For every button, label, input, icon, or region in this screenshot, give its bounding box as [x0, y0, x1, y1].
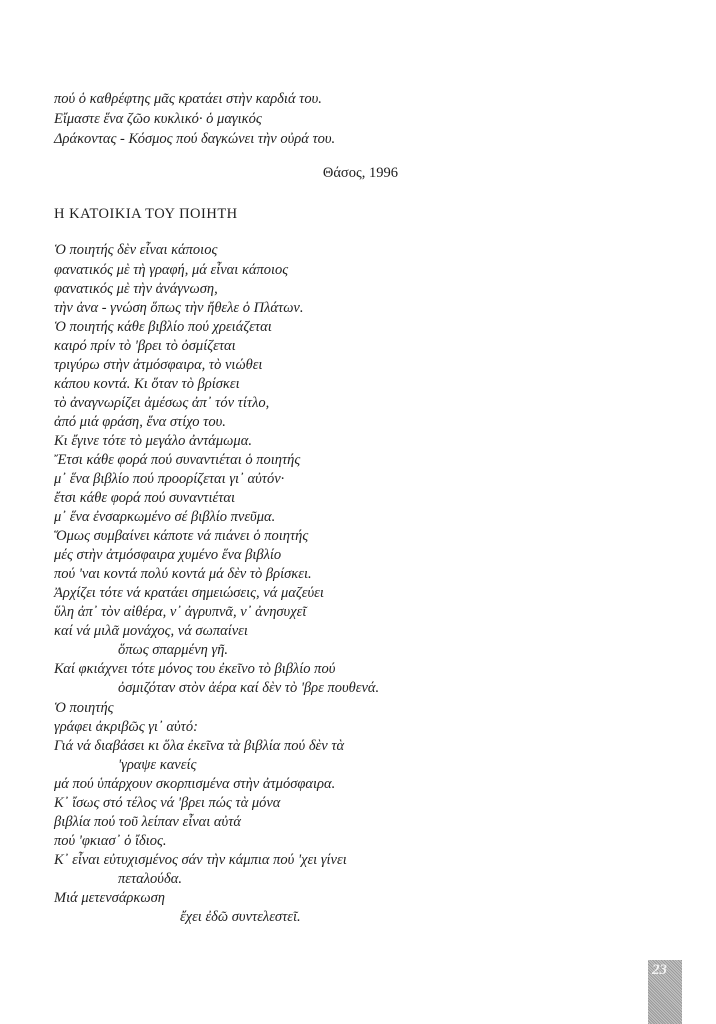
poem-line: Ὁ ποιητής: [54, 700, 114, 716]
poem-line: πού 'φκιασ᾿ ὁ ἴδιος.: [54, 833, 167, 849]
poem-line-indented: ὅπως σπαρμένη γῆ.: [118, 642, 229, 658]
poem-line: φανατικός μὲ τὴ γραφή, μά εἶναι κάποιος: [54, 262, 289, 278]
poem-line: Κ᾿ εἶναι εὐτυχισμένος σάν τὴν κάμπια πού 'χει γίνει: [54, 852, 347, 868]
poem-line: φανατικός μὲ τὴν ἀνάγνωση,: [54, 281, 218, 297]
prev-poem-line: Εἴμαστε ἕνα ζῶο κυκλικό· ὁ μαγικός: [54, 111, 262, 127]
poem-line-indented: πεταλούδα.: [118, 871, 182, 887]
poem-line: μ᾿ ἕνα ἐνσαρκωμένο σέ βιβλίο πνεῦμα.: [54, 509, 276, 525]
poem-line: μές στὴν ἀτμόσφαιρα χυμένο ἕνα βιβλίο: [54, 547, 282, 563]
poem-line: γράφει ἀκριβῶς γι᾿ αὐτό:: [54, 719, 198, 735]
place-date: Θάσος, 1996: [322, 165, 398, 181]
poem-line: Γιά νά διαβάσει κι ὅλα ἐκεῖνα τὰ βιβλία πού δὲν τὰ: [54, 738, 345, 754]
prev-poem-line: Δράκοντας - Κόσμος πού δαγκώνει τὴν οὐρά του.: [54, 131, 336, 147]
prev-poem-line: πού ὁ καθρέφτης μᾶς κρατάει στὴν καρδιά του.: [54, 91, 322, 107]
poem-line: Ὁ ποιητής κάθε βιβλίο πού χρειάζεται: [54, 319, 272, 335]
poem-line: Ὅμως συμβαίνει κάποτε νά πιάνει ὁ ποιητής: [54, 528, 309, 544]
poem-line: ἀπό μιά φράση, ἕνα στίχο του.: [54, 414, 226, 430]
poem-line: καιρό πρίν τὸ 'βρει τὸ ὀσμίζεται: [54, 338, 236, 354]
poem-line: Ἀρχίζει τότε νά κρατάει σημειώσεις, νά μαζεύει: [54, 585, 324, 601]
poem-line-indented: ἔχει ἐδῶ συντελεστεῖ.: [180, 909, 301, 925]
poem-line: τὸ ἀναγνωρίζει ἀμέσως ἀπ᾿ τόν τίτλο,: [54, 395, 270, 411]
poem-line: πού 'ναι κοντά πολύ κοντά μά δὲν τὸ βρίσκει.: [54, 566, 312, 582]
poem-line: τριγύρω στὴν ἀτμόσφαιρα, τὸ νιώθει: [54, 357, 263, 373]
poem-line: Καί φκιάχνει τότε μόνος του ἐκεῖνο τὸ βιβλίο πού: [54, 661, 336, 677]
poem-line: τὴν ἀνα - γνώση ὅπως τὴν ἤθελε ὁ Πλάτων.: [54, 300, 304, 316]
poem-line: βιβλία πού τοῦ λείπαν εἶναι αὐτά: [54, 814, 241, 830]
poem-line: καί νά μιλᾶ μονάχος, νά σωπαίνει: [54, 623, 248, 639]
poem-line: Ἔτσι κάθε φορά πού συναντιέται ὁ ποιητής: [54, 452, 301, 468]
poem-line: μ᾿ ἕνα βιβλίο πού προορίζεται γι᾿ αὐτόν·: [54, 471, 285, 487]
poem-line: κάπου κοντά. Κι ὅταν τὸ βρίσκει: [54, 376, 240, 392]
poem-line: Κ᾿ ἴσως στό τέλος νά 'βρει πώς τὰ μόνα: [54, 795, 281, 811]
poem-line: μά πού ὑπάρχουν σκορπισμένα στὴν ἀτμόσφαιρα.: [54, 776, 336, 792]
poem-line-indented: 'γραψε κανείς: [118, 757, 197, 773]
poem-line: Ὁ ποιητής δὲν εἶναι κάποιος: [54, 242, 218, 258]
poem-line: ὕλη ἀπ᾿ τὸν αἰθέρα, ν᾿ ἀγρυπνᾶ, ν᾿ ἀνησυχεῖ: [54, 604, 307, 620]
poem-line-indented: ὀσμιζόταν στὸν ἀέρα καί δὲν τὸ 'βρε πουθενά.: [118, 680, 380, 696]
poem-line: ἔτσι κάθε φορά πού συναντιέται: [54, 490, 236, 506]
poem-line: Κι ἔγινε τότε τὸ μεγάλο ἀντάμωμα.: [54, 433, 252, 449]
poem-title: Η ΚΑΤΟΙΚΙΑ ΤΟΥ ΠΟΙΗΤΗ: [54, 206, 238, 222]
poem-line: Μιά μετενσάρκωση: [54, 890, 165, 906]
page-number: 23: [652, 962, 667, 978]
